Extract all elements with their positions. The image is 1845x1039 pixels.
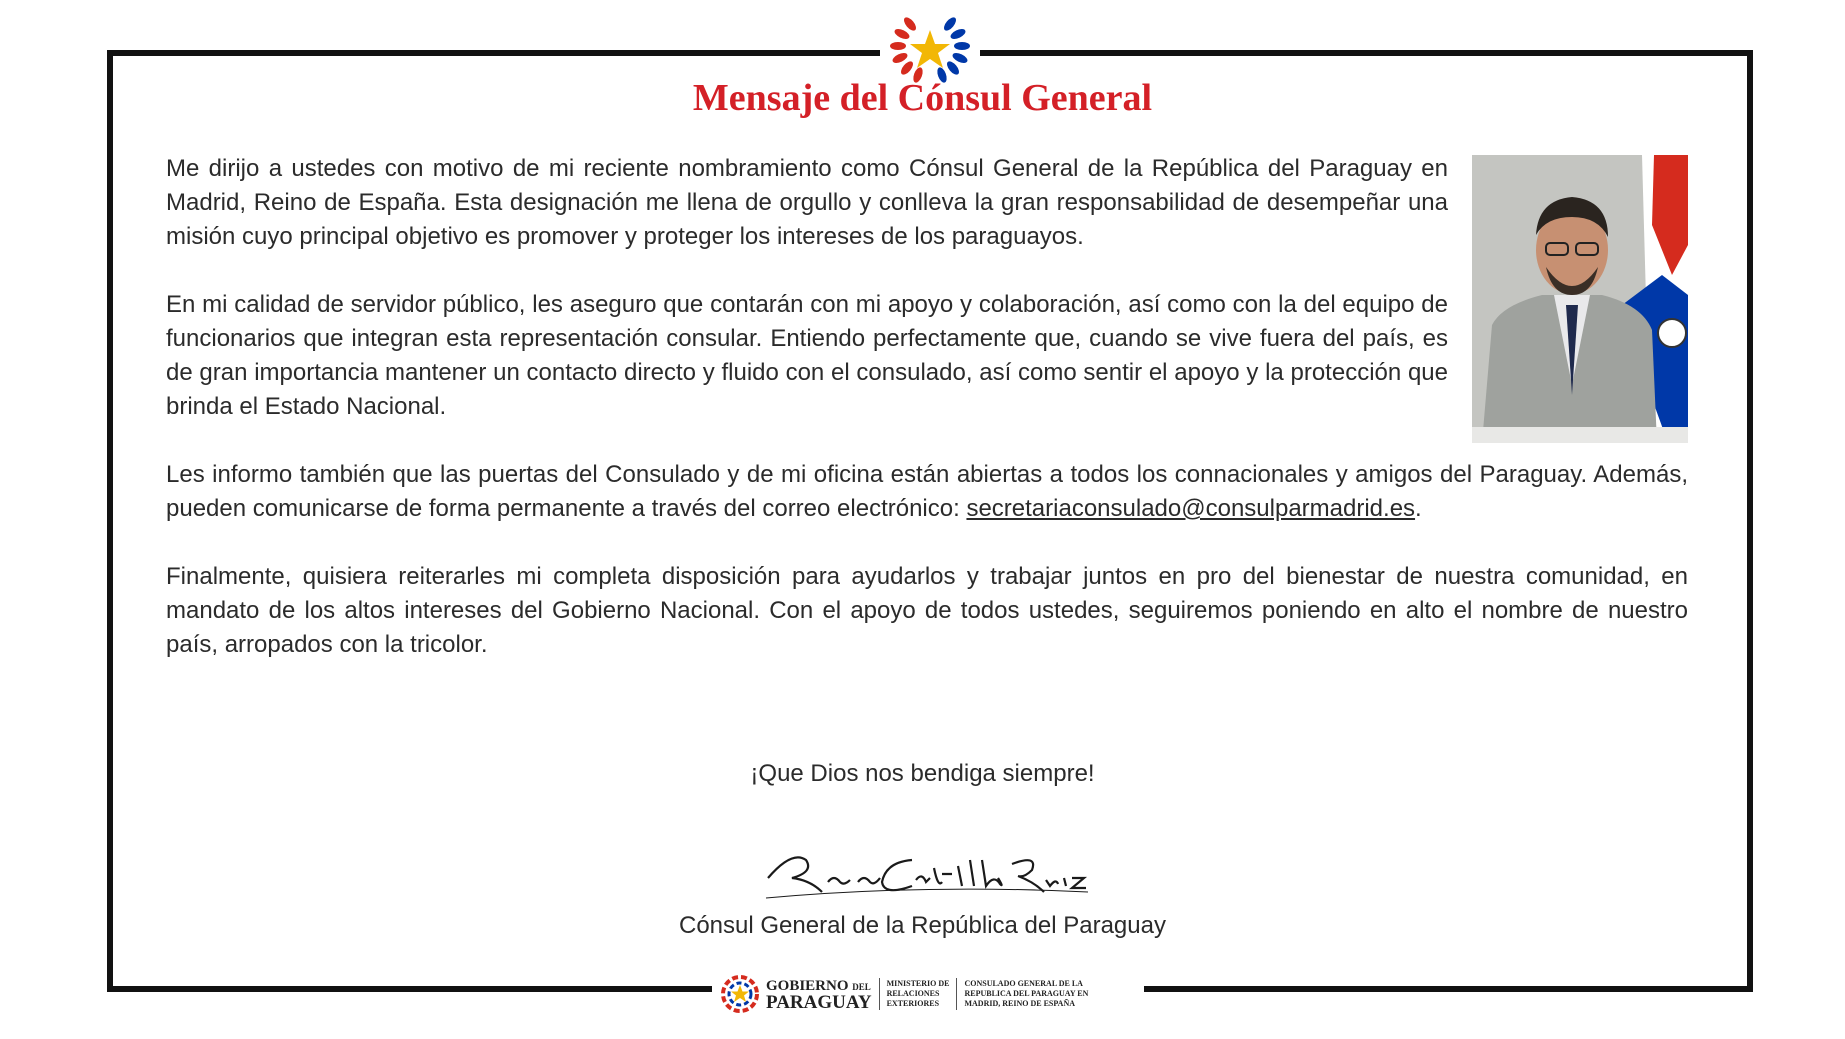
footer-logos	[712, 970, 1144, 1018]
footer-divider	[956, 978, 957, 1010]
footer-divider	[879, 978, 880, 1010]
signature-title: Cónsul General de la República del Paraguay	[679, 912, 1166, 939]
gob-del: DEL	[852, 981, 871, 992]
gobierno-emblem-icon	[720, 975, 760, 1013]
paragraph-3	[166, 458, 1688, 526]
letter-body	[166, 152, 1688, 696]
portrait-illustration	[1472, 155, 1688, 443]
consulate-label	[964, 979, 1088, 1009]
paragraph-2: En mi calidad de servidor público, les aseguro que contarán con mi apoyo y colaboración, así como con la del equipo de funcionarios que integran esta representación consular. Entiendo perfectamente que, cuando se vive fuera del país, es de gran importancia mantener un contacto directo y fluido con el consulado, así como sentir el apoyo y la protección que brinda el Estado Nacional.	[166, 291, 1448, 420]
ministry-label	[887, 979, 950, 1009]
consulate-line: CONSULADO GENERAL DE LA	[964, 979, 1083, 988]
closing-blessing: ¡Que Dios nos bendiga siempre!	[750, 760, 1095, 787]
ministry-line: RELACIONES	[886, 989, 940, 998]
paragraph-1: Me dirijo a ustedes con motivo de mi reciente nombramiento como Cónsul General de la República del Paraguay en Madrid, Reino de España. Esta designación me llena de orgullo y conlleva la gran responsabilidad de desempeñar una misión cuyo principal objetivo es promover y proteger los intereses de los paraguayos.	[166, 155, 1448, 250]
signature-drawing	[762, 838, 1092, 906]
paragraph-3-text: Les informo también que las puertas del Consulado y de mi oficina están abiertas a todos los connacionales y amigos del Paraguay. Además, pueden comunicarse de forma permanente a través del correo electrónico:	[166, 461, 1688, 522]
consul-portrait-image	[1472, 155, 1688, 443]
consulate-line: MADRID, REINO DE ESPAÑA	[964, 999, 1075, 1008]
ministry-line: MINISTERIO DE	[886, 979, 950, 988]
gobierno-wordmark	[766, 978, 872, 1011]
ministry-line: EXTERIORES	[886, 999, 940, 1008]
gob-line1: GOBIERNO	[766, 977, 849, 994]
email-link[interactable]: secretariaconsulado@consulparmadrid.es	[966, 495, 1416, 522]
consulate-line: REPUBLICA DEL PARAGUAY EN	[964, 989, 1089, 998]
gob-line2: PARAGUAY	[766, 991, 872, 1013]
paragraph-4: Finalmente, quisiera reiterarles mi completa disposición para ayudarlos y trabajar juntos en pro del bienestar de nuestra comunidad, en mandato de los altos intereses del Gobierno Nacional. Con el apoyo de todos ustedes, seguiremos poniendo en alto el nombre de nuestro país, arropados con la tricolor.	[166, 563, 1688, 658]
handwritten-signature	[762, 838, 1092, 906]
paragraph-3-end: .	[1415, 495, 1422, 522]
paraguay-star-laurel-icon	[888, 8, 972, 86]
page-title: Mensaje del Cónsul General	[692, 77, 1153, 119]
